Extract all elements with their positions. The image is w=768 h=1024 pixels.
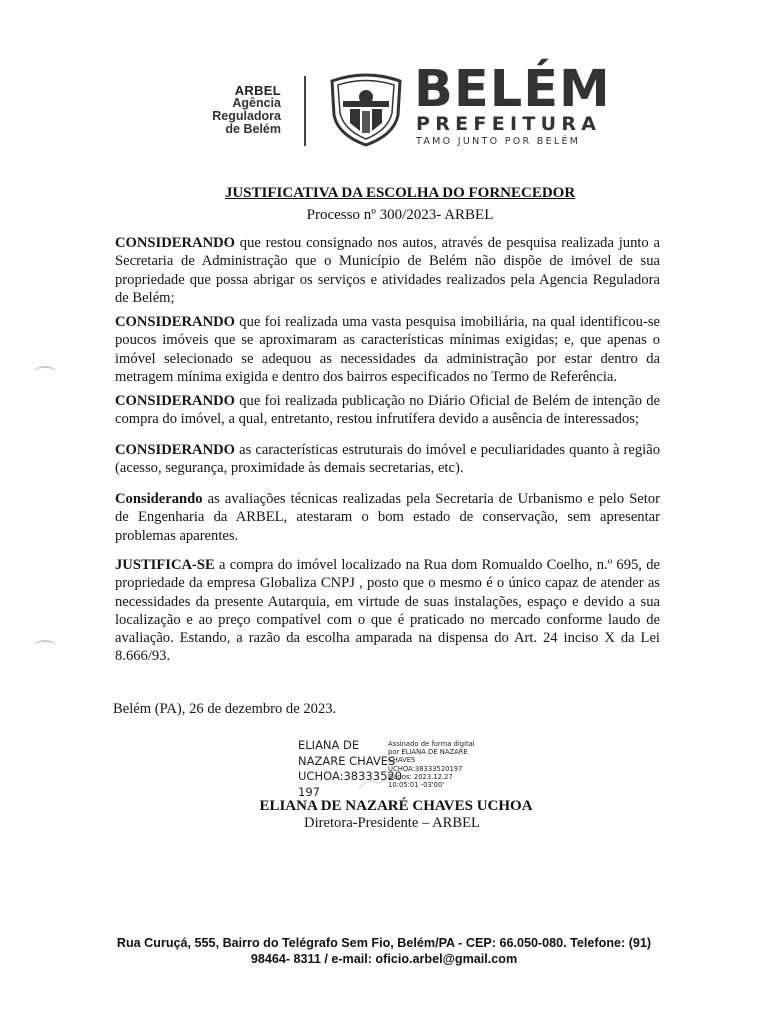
paragraph-text: as características estruturais do imóvel e peculiaridades quanto à região (acesso, segurança, proximidade às demais secretarias, etc). <box>115 442 660 477</box>
footer-address <box>0 935 768 967</box>
paragraph-lead: Considerando <box>115 491 203 507</box>
paragraph <box>115 313 660 386</box>
punch-mark <box>34 366 56 378</box>
arbel-subtitle-3: de Belém <box>225 122 281 136</box>
signature-info-line: CHAVES <box>388 756 416 765</box>
footer-line: Rua Curuçá, 555, Bairro do Telégrafo Sem Fio, Belém/PA - CEP: 66.050-080. Telefone: (91) <box>116 936 652 950</box>
paragraph-text: que foi realizada uma vasta pesquisa imobiliária, na qual identificou-se poucos imóveis que se aproximaram as características mínimas exigidas; e, que apenas o imóvel selecionado se adequou as necessidades da administração por estar dentro da metragem mínima exigida e dentro dos bairros especificados no Termo de Referência. <box>115 314 660 385</box>
paragraph-text: as avaliações técnicas realizadas pela Secretaria de Urbanismo e pelo Setor de Engenharia da ARBEL, atestaram o bom estado de conservação, sem apresentar problemas aparentes. <box>115 491 660 544</box>
date-line: Belém (PA), 26 de dezembro de 2023. <box>113 701 337 717</box>
paragraph-lead: CONSIDERANDO <box>115 442 236 458</box>
header-divider <box>304 76 306 146</box>
belem-crest-icon <box>326 73 406 147</box>
signature-info-line: Assinado de forma digital <box>388 740 475 748</box>
prefeitura-label: PREFEITURA <box>416 113 602 135</box>
footer-line: 98464- 8311 / e-mail: oficio.arbel@gmail.com <box>250 952 518 966</box>
process-number: Processo nº 300/2023- ARBEL <box>306 207 494 223</box>
signer-name: ELIANA DE NAZARÉ CHAVES UCHOA <box>259 798 533 814</box>
paragraph <box>115 234 660 307</box>
signature-name-line: ELIANA DE <box>298 738 360 752</box>
signature-name-line: UCHOA:38333520 <box>298 769 403 783</box>
paragraph <box>115 556 660 666</box>
paragraph-text: que foi realizada publicação no Diário Oficial de Belém de intenção de compra do imóvel, a qual, entretanto, restou infrutífera devido a ausência de interessados; <box>115 393 660 428</box>
signature-info-line: UCHOA:38333520197 <box>388 764 463 773</box>
digital-signature-info <box>388 740 475 789</box>
signature-info-line: Dados: 2023.12.27 <box>388 772 453 781</box>
signer-role: Diretora-Presidente – ARBEL <box>304 815 480 831</box>
paragraph-lead: CONSIDERANDO <box>115 314 236 330</box>
paragraph-text: que restou consignado nos autos, através de pesquisa realizada junto a Secretaria de Administração que o Município de Belém não dispõe de imóvel de sua propriedade que possa abrigar os serviços e atividades realizados pela Agencia Reguladora de Belém; <box>115 235 660 306</box>
signature-info-line: por ELIANA DE NAZARE <box>388 748 468 757</box>
punch-mark <box>34 640 56 652</box>
paragraph-lead: JUSTIFICA-SE <box>115 557 215 573</box>
arbel-logo <box>212 84 281 136</box>
signature-name-line: 197 <box>298 784 320 799</box>
paragraph-lead: CONSIDERANDO <box>115 393 236 409</box>
paragraph-lead: CONSIDERANDO <box>115 235 236 251</box>
paragraph-text: a compra do imóvel localizado na Rua dom Romualdo Coelho, n.º 695, de propriedade da empresa Globaliza CNPJ , posto que o mesmo é o único capaz de atender as necessidades da presente Autarquia, em virtude de suas instalações, espaço e devido a sua localização e ao preço compatível com o que é praticado no mercado conforme laudo de avaliação. Estando, a razão da escolha amparada na dispensa do Art. 24 inciso X da Lei 8.666/93. <box>115 557 660 665</box>
slogan: TAMO JUNTO POR BELÉM <box>416 136 581 147</box>
signature-info-line: 10:05:01 -03'00' <box>388 781 445 790</box>
paragraph <box>115 490 660 545</box>
arbel-name: ARBEL <box>234 83 281 98</box>
belem-title: BELÉM <box>414 60 611 119</box>
arbel-subtitle-2: Reguladora <box>212 109 281 123</box>
document-title: JUSTIFICATIVA DA ESCOLHA DO FORNECEDOR <box>224 185 576 201</box>
paragraph <box>115 441 660 478</box>
paragraph <box>115 392 660 429</box>
arbel-subtitle-1: Agência <box>232 96 281 110</box>
signature-name-line: NAZARE CHAVES <box>298 753 396 768</box>
